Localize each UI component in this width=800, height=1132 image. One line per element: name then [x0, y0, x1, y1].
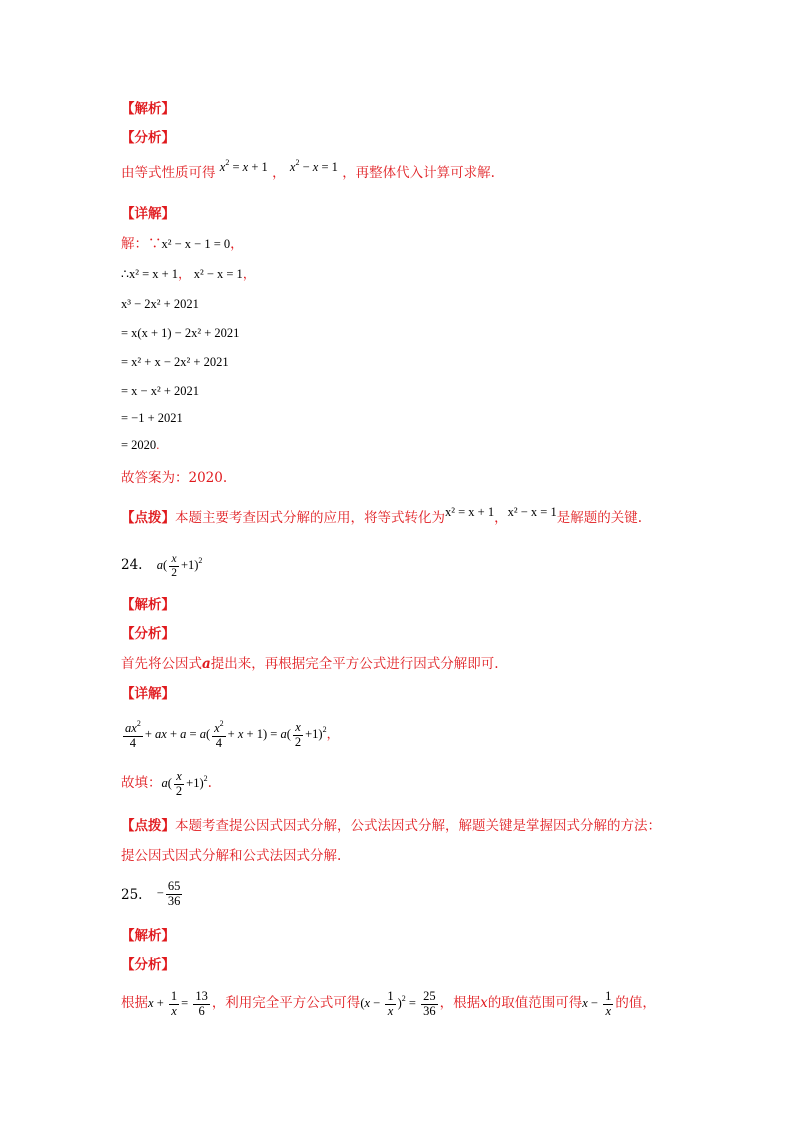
q23-step-6-line: [121, 439, 159, 452]
q24-number: 24.: [121, 557, 143, 574]
q23-note-eq2: x² − x = 1: [507, 505, 557, 519]
q23-comma: ，: [230, 236, 244, 252]
q23-step-2: = x(x + 1) − 2x² + 2021: [121, 326, 240, 340]
q25-analysis-b: ，利用完全平方公式可得: [211, 995, 361, 1012]
q25-analysis-var: x: [480, 995, 488, 1012]
q25-eq-c: x − $\frac{1}{x}$: [582, 989, 612, 1018]
q23-analysis-b: ，: [272, 165, 286, 181]
section-dianbo: 【点拨】: [121, 510, 175, 526]
q23-analysis-a: 由等式性质可得: [121, 165, 216, 181]
q23-note-a: 本题主要考查因式分解的应用，将等式转化为: [175, 510, 445, 526]
q24-note-text1: 本题考查提公因式因式分解，公式法因式分解，解题关键是掌握因式分解的方法：: [175, 818, 661, 834]
q23-answer: 故答案为：2020.: [121, 470, 228, 486]
q24-analysis-a: 首先将公因式: [121, 656, 202, 672]
q23-comma-3: ，: [242, 267, 256, 281]
therefore-symbol: ∴: [121, 267, 129, 281]
q25-section-fenxi: 【分析】: [121, 957, 175, 973]
q25-analysis: [121, 990, 656, 1019]
q23-eq0: x² − x − 1 = 0: [161, 237, 231, 251]
q25-eq-a: x + $\frac{1}{x}$ = $\frac{13}{6}$: [148, 989, 208, 1018]
q23-therefore-line: [121, 268, 255, 281]
q25-answer-math: − $\frac{65}{36}$: [156, 879, 181, 908]
section-fenxi: 【分析】: [121, 130, 175, 146]
q24-note-line1: [121, 820, 661, 834]
q25-header: [121, 879, 184, 911]
q24-analysis: [121, 658, 499, 672]
q25-number: 25.: [121, 887, 143, 904]
q23-comma-2: ，: [178, 267, 191, 281]
q23-step-6: = 2020: [121, 438, 157, 452]
q24-header: [121, 553, 202, 579]
q24-section-fenxi: 【分析】: [121, 626, 175, 642]
q23-step-3: = x² + x − 2x² + 2021: [121, 355, 229, 369]
q23-note-b: 是解题的关键.: [556, 510, 643, 526]
q24-fill: 故填：a( $\frac{x}{2}$ +1)$^2$.: [121, 769, 212, 798]
section-jiexi: 【解析】: [121, 101, 175, 117]
q23-step-5: = −1 + 2021: [121, 411, 183, 425]
q23-period: .: [156, 438, 160, 452]
q23-step-1: x³ − 2x² + 2021: [121, 297, 199, 311]
q25-f36: 36: [423, 1003, 436, 1018]
q23-note: [121, 505, 643, 526]
q25-f6: 6: [198, 1003, 205, 1018]
q23-note-comma: ，: [494, 510, 508, 526]
q23-step-4: = x − x² + 2021: [121, 384, 200, 398]
q24-section-dianbo: 【点拨】: [121, 818, 175, 834]
q23-solve-prefix: 解：∵: [121, 236, 162, 252]
q24-derivation: $\frac{ax^2}{4}$ + ax + a = a( $\frac{x^2}{4}$ + x + 1) = a( $\frac{x}{2}$ +1)$^2$，: [125, 719, 340, 750]
q25-eq-b: (x − $\frac{1}{x}$ )$^2$ = $\frac{25}{36}$: [360, 989, 436, 1018]
q23-eq2: x² − x = 1: [193, 267, 243, 281]
q24-fill-label: 故填：: [121, 775, 162, 792]
q24-analysis-var: a: [202, 656, 211, 672]
q25-analysis-c: ，根据: [439, 995, 481, 1012]
q25-answer-den: 36: [167, 893, 181, 908]
q25-analysis-e: 的值，: [615, 995, 656, 1012]
q23-note-eq1: x² = x + 1: [445, 505, 495, 519]
q25-f13: 13: [195, 989, 208, 1003]
q24-note-line2: 提公因式因式分解和公式法因式分解.: [121, 848, 342, 864]
q24-answer-math: a( $\frac{x}{2}$ +1)$^2$: [156, 553, 203, 579]
q23-eq-x2-eq-x-plus-1: $x^2 = x + 1$: [219, 158, 268, 174]
q23-analysis-c: ，再整体代入计算可求解.: [342, 165, 495, 181]
q24-section-xiangjie: 【详解】: [121, 686, 175, 702]
q25-f25: 25: [423, 989, 436, 1003]
q23-analysis: [121, 158, 495, 181]
q24-fill-math: a( $\frac{x}{2}$ +1)$^2$: [161, 769, 208, 798]
q24-section-jiexi: 【解析】: [121, 597, 175, 613]
section-xiangjie: 【详解】: [121, 206, 175, 222]
q25-analysis-d: 的取值范围可得: [487, 995, 583, 1012]
q25-analysis-a: 根据: [121, 995, 148, 1012]
q25-answer-num: 65: [167, 879, 181, 893]
q23-eq1: x² = x + 1: [128, 267, 179, 281]
q25-section-jiexi: 【解析】: [121, 928, 175, 944]
q24-analysis-tail: 提出来，再根据完全平方公式进行因式分解即可.: [210, 656, 499, 672]
q23-solve-line: [121, 238, 244, 252]
q23-eq-x2-minus-x-eq-1: $x^2 - x = 1$: [289, 158, 338, 174]
